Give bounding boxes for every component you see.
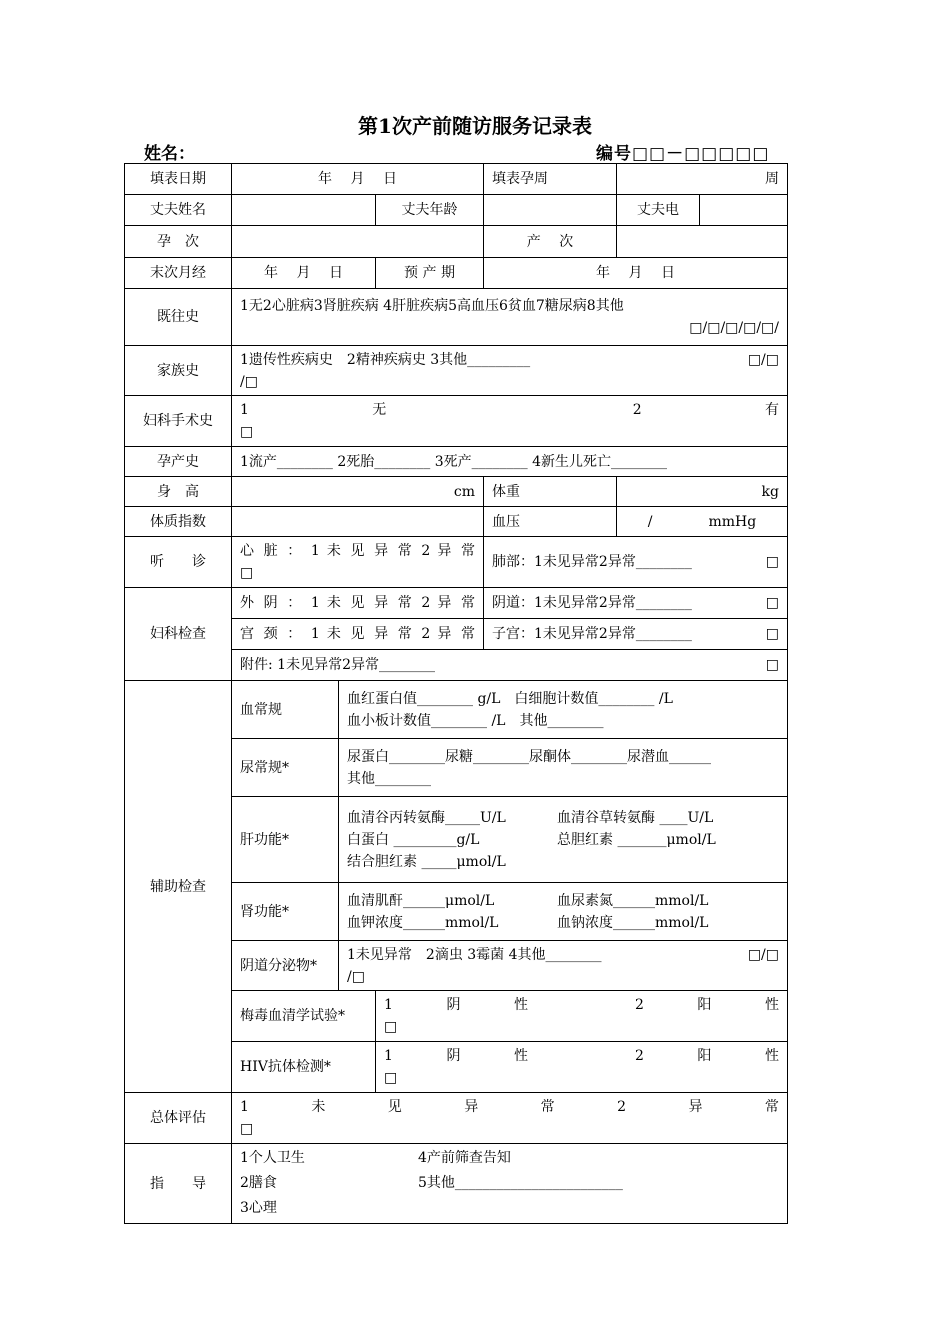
lung-text: 肺部：1未见异常2异常________	[492, 554, 692, 570]
alt-field: 血清谷丙转氨酶_____U/L	[347, 809, 506, 826]
syphilis-checkbox[interactable]: □	[384, 1019, 398, 1035]
name-label: 姓名：	[144, 144, 195, 164]
option-2: 2	[634, 1048, 644, 1064]
option-2: 2	[617, 1099, 627, 1115]
vaginal-text: 1未见异常 2滴虫 3霉菌 4其他________	[347, 946, 602, 963]
row-lmp	[125, 258, 788, 289]
sodium-field: 血钠浓度______mmol/L	[557, 914, 709, 931]
row-guidance	[125, 1144, 788, 1224]
option-neg-suffix: 性	[513, 997, 528, 1013]
albumin-field: 白蛋白 _________g/L	[347, 831, 480, 848]
height-field[interactable]: cm	[232, 477, 484, 507]
family-checkboxes[interactable]: □/□	[747, 351, 779, 368]
row-bmi-bp	[125, 507, 788, 537]
option-text-3: 异	[464, 1099, 479, 1115]
urine-field[interactable]	[339, 739, 788, 797]
vaginal-checkbox-tail[interactable]: /□	[347, 968, 365, 985]
bun-field: 血尿素氮______mmol/L	[557, 892, 709, 909]
adnexa-checkbox[interactable]: □	[765, 657, 779, 673]
row-blood-routine	[125, 681, 788, 739]
fill-date-label: 填表日期	[125, 164, 232, 195]
history-field[interactable]	[232, 289, 788, 346]
option-text-2: 见	[387, 1099, 402, 1115]
lmp-field[interactable]: 年 月 日	[232, 258, 376, 289]
vagina-field[interactable]	[484, 588, 788, 619]
cervix-field[interactable]: 宫 颈 ： 1 未 见 异 常 2 异 常	[232, 619, 484, 650]
option-yes: 有	[764, 402, 779, 418]
edd-label: 预 产 期	[376, 258, 484, 289]
gest-week-field[interactable]: 周	[617, 164, 788, 195]
direct-bilirubin-field: 结合胆红素 _____μmol/L	[347, 853, 506, 870]
gyn-exam-label: 妇科检查	[125, 588, 232, 681]
guidance-field[interactable]	[232, 1144, 788, 1224]
option-text-5: 异	[688, 1099, 703, 1115]
husband-name-field[interactable]	[232, 195, 376, 226]
option-pos: 阳	[697, 1048, 712, 1064]
option-text-6: 常	[764, 1099, 779, 1115]
option-text-1: 未	[311, 1099, 326, 1115]
adnexa-text: 附件: 1未见异常2异常________	[240, 657, 435, 673]
heart-field[interactable]	[232, 537, 484, 588]
fill-date-field[interactable]: 年 月 日	[232, 164, 484, 195]
guidance-label: 指 导	[125, 1144, 232, 1224]
gyn-surgery-label: 妇科手术史	[125, 396, 232, 447]
ast-field: 血清谷草转氨酶 ____U/L	[557, 809, 714, 826]
parity-label: 产 次	[484, 226, 617, 258]
vulva-field[interactable]: 外 阴 ： 1 未 见 异 常 2 异 常	[232, 588, 484, 619]
option-1: 1	[240, 1099, 249, 1115]
edd-field[interactable]: 年 月 日	[484, 258, 788, 289]
row-medical-history	[125, 289, 788, 346]
liver-label: 肝功能*	[232, 797, 339, 883]
guide-screening: 4产前筛查告知	[418, 1150, 511, 1166]
total-bilirubin-field: 总胆红素 _______μmol/L	[557, 831, 716, 848]
husband-age-label: 丈夫年龄	[376, 195, 484, 226]
guide-other: 5其他________________________	[418, 1175, 623, 1191]
option-pos-suffix: 性	[764, 997, 779, 1013]
vagina-text: 阴道：1未见异常2异常________	[492, 595, 692, 611]
bp-field[interactable]: / mmHg	[617, 507, 788, 537]
obstetric-field[interactable]: 1流产________ 2死胎________ 3死产________ 4新生儿死亡________	[232, 447, 788, 477]
row-gyn-surgery	[125, 396, 788, 447]
lmp-label: 末次月经	[125, 258, 232, 289]
option-2: 2	[632, 402, 642, 418]
weight-label: 体重	[484, 477, 617, 507]
blood-line-2: 血小板计数值________ /L 其他________	[347, 712, 604, 729]
row-family-history	[125, 346, 788, 396]
vagina-checkbox[interactable]: □	[765, 595, 779, 611]
row-height-weight	[125, 477, 788, 507]
obstetric-label: 孕产史	[125, 447, 232, 477]
gravidity-label: 孕 次	[125, 226, 232, 258]
vaginal-field[interactable]	[339, 941, 788, 991]
husband-phone-label: 丈夫电	[617, 195, 700, 226]
assessment-checkbox[interactable]: □	[240, 1121, 254, 1137]
history-text: 1无2心脏病3肾脏疾病 4肝脏疾病5高血压6贫血7糖尿病8其他	[240, 298, 624, 314]
option-pos-suffix: 性	[764, 1048, 779, 1064]
guide-psychology: 3心理	[240, 1200, 277, 1216]
guide-diet: 2膳食	[240, 1175, 277, 1191]
history-checkboxes[interactable]: □/□/□/□/□/	[689, 320, 779, 336]
blood-label: 血常规	[232, 681, 339, 739]
gest-week-label: 填表孕周	[484, 164, 617, 195]
assessment-label: 总体评估	[125, 1093, 232, 1144]
option-neg: 阴	[446, 1048, 461, 1064]
row-gravidity	[125, 226, 788, 258]
option-1: 1	[384, 997, 393, 1013]
assessment-field[interactable]	[232, 1093, 788, 1144]
lung-field[interactable]	[484, 537, 788, 588]
height-label: 身 高	[125, 477, 232, 507]
husband-age-field[interactable]	[484, 195, 617, 226]
auscultation-label: 听 诊	[125, 537, 232, 588]
heart-text: 心 脏 ： 1 未 见 异 常 2 异 常	[240, 543, 475, 559]
gyn-surgery-field[interactable]	[232, 396, 788, 447]
family-label: 家族史	[125, 346, 232, 396]
parity-field[interactable]	[617, 226, 788, 258]
option-neg-suffix: 性	[513, 1048, 528, 1064]
prenatal-visit-form	[124, 163, 788, 1224]
row-fill-date	[125, 164, 788, 195]
heart-checkbox[interactable]: □	[240, 565, 254, 581]
bp-label: 血压	[484, 507, 617, 537]
option-pos: 阳	[697, 997, 712, 1013]
hiv-checkbox[interactable]: □	[384, 1070, 398, 1086]
bmi-label: 体质指数	[125, 507, 232, 537]
row-obstetric-history	[125, 447, 788, 477]
gravidity-field[interactable]	[232, 226, 484, 258]
row-auscultation	[125, 537, 788, 588]
row-gyn-exam-1	[125, 588, 788, 619]
blood-field[interactable]	[339, 681, 788, 739]
row-husband	[125, 195, 788, 226]
adnexa-field[interactable]	[232, 650, 788, 681]
vaginal-checkboxes[interactable]: □/□	[747, 946, 779, 963]
uterus-checkbox[interactable]: □	[765, 626, 779, 642]
aux-exam-label: 辅助检查	[125, 681, 232, 1093]
urine-line-1: 尿蛋白________尿糖________尿酮体________尿潜血______	[347, 748, 711, 765]
urine-line-2: 其他________	[347, 770, 431, 787]
option-2: 2	[634, 997, 644, 1013]
hiv-field[interactable]	[376, 1042, 788, 1093]
page-title: 第1次产前随访服务记录表	[358, 114, 592, 138]
blood-line-1: 血红蛋白值________ g/L 白细胞计数值________ /L	[347, 690, 673, 707]
family-field[interactable]	[232, 346, 788, 396]
liver-field[interactable]	[339, 797, 788, 883]
history-label: 既往史	[125, 289, 232, 346]
option-1: 1	[240, 402, 249, 418]
creatinine-field: 血清肌酐______μmol/L	[347, 892, 495, 909]
guide-hygiene: 1个人卫生	[240, 1150, 305, 1166]
syphilis-field[interactable]	[376, 991, 788, 1042]
uterus-field[interactable]	[484, 619, 788, 650]
row-assessment	[125, 1093, 788, 1144]
uterus-text: 子宫：1未见异常2异常________	[492, 626, 692, 642]
urine-label: 尿常规*	[232, 739, 339, 797]
gyn-surgery-checkbox[interactable]: □	[240, 424, 254, 440]
family-text: 1遗传性疾病史 2精神疾病史 3其他_________	[240, 351, 531, 368]
syphilis-label: 梅毒血清学试验*	[232, 991, 376, 1042]
option-neg: 阴	[446, 997, 461, 1013]
husband-phone-field[interactable]	[700, 195, 788, 226]
husband-name-label: 丈夫姓名	[125, 195, 232, 226]
option-1: 1	[384, 1048, 393, 1064]
lung-checkbox[interactable]: □	[765, 554, 779, 570]
vaginal-label: 阴道分泌物*	[232, 941, 339, 991]
potassium-field: 血钾浓度______mmol/L	[347, 914, 499, 931]
hiv-label: HIV抗体检测*	[232, 1042, 376, 1093]
record-number-label: 编号□□－□□□□□	[596, 144, 770, 164]
option-none: 无	[372, 402, 387, 418]
family-checkbox-tail[interactable]: /□	[240, 373, 258, 390]
kidney-label: 肾功能*	[232, 883, 339, 941]
bmi-field[interactable]	[232, 507, 484, 537]
option-text-4: 常	[540, 1099, 555, 1115]
weight-field[interactable]: kg	[617, 477, 788, 507]
kidney-field[interactable]	[339, 883, 788, 941]
